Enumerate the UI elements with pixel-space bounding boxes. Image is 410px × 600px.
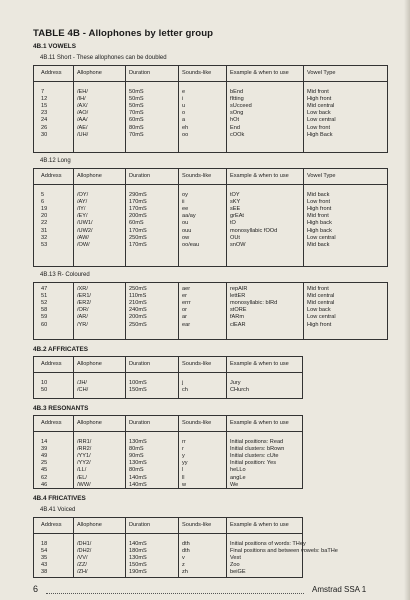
table-cell: 90mS [129, 453, 144, 460]
table-cell: yy [182, 460, 188, 467]
table-cell: Vest [230, 555, 241, 562]
table-cell: 54 [41, 548, 48, 555]
table-cell: ear [182, 321, 191, 328]
table-cell: High front [307, 96, 332, 103]
table-cell: 52 [41, 300, 48, 307]
table-cell: 23 [41, 110, 48, 117]
table-cell: beiGE [230, 569, 246, 576]
column-header: Address [41, 173, 62, 179]
column-header: Duration [129, 70, 151, 76]
header-divider [34, 372, 302, 373]
column-header: Address [41, 361, 62, 367]
table-cell: oy [182, 192, 188, 198]
column-header: Duration [129, 420, 151, 426]
section-affricates: 4B.2 AFFRICATES [33, 346, 89, 353]
table-cell: 140mS [129, 481, 147, 488]
table-cell: dth [182, 548, 190, 555]
table-cell: eh [182, 124, 189, 131]
column-header: Allophone [77, 420, 102, 426]
column-divider [125, 416, 126, 488]
section-resonants: 4B.3 RESONANTS [33, 405, 89, 412]
table-cell: 140mS [129, 474, 147, 481]
table-cell: 22 [41, 220, 48, 227]
table-cell: 38 [41, 569, 48, 576]
table-cell: 12 [41, 96, 48, 103]
table-cell: snOW [230, 241, 246, 248]
column-divider [226, 518, 227, 577]
table-cell: er [182, 293, 187, 300]
table-cell: High front [307, 321, 332, 328]
table-cell: y [182, 453, 185, 460]
table-cell: Mid central [307, 300, 335, 307]
table-cell: Jury [230, 380, 241, 386]
table-cell: Low front [307, 199, 331, 206]
table-cell: Mid back [307, 192, 330, 198]
column-header: Address [41, 70, 62, 76]
table-cell: /AW/ [77, 234, 89, 241]
page-number: 6 [33, 584, 39, 594]
table-cell: 58 [41, 307, 48, 314]
table-cell: 7 [41, 89, 45, 95]
table-cell: errr [182, 300, 191, 307]
table-cell: aer [182, 286, 191, 292]
table-cell: /EY/ [77, 213, 88, 220]
table-cell: /EL/ [77, 474, 87, 481]
footer-rule [46, 593, 304, 594]
table-cell: 19 [41, 206, 48, 213]
table-cell: tOY [230, 192, 240, 198]
table-cell: ii [182, 199, 185, 206]
table-cell: Initial positions: Read [230, 439, 284, 445]
table-r-coloured [33, 282, 388, 340]
section-fricatives: 4B.4 FRICATIVES [33, 495, 86, 502]
table-cell: /OR/ [77, 307, 89, 314]
column-divider [303, 283, 304, 339]
table-cell: ou [182, 220, 189, 227]
table-cell: 150mS [129, 562, 147, 569]
table-cell: /AX/ [77, 103, 88, 110]
column-divider [178, 357, 179, 398]
table-cell: Low central [307, 234, 336, 241]
table-cell: 130mS [129, 460, 147, 467]
table-cell: o [182, 110, 186, 117]
table-cell: 59 [41, 314, 48, 321]
section-vowels: 4B.1 VOWELS [33, 43, 76, 50]
column-header: Duration [129, 173, 151, 179]
table-cell: Mid front [307, 89, 329, 95]
column-divider [226, 416, 227, 488]
header-divider [34, 81, 387, 82]
column-header: Duration [129, 522, 151, 528]
footer-brand: Amstrad SSA 1 [312, 585, 367, 594]
column-header: Vowel Type [307, 70, 336, 76]
column-header: Example & when to use [230, 420, 289, 426]
table-voiced-fricatives [33, 517, 338, 578]
page-title: TABLE 4B - Allophones by letter group [33, 28, 214, 39]
table-cell: /UW2/ [77, 227, 93, 234]
table-resonants [33, 415, 303, 489]
table-cell: 170mS [129, 227, 147, 234]
table-cell: /XR/ [77, 286, 88, 292]
table-cell: High front [307, 206, 332, 213]
column-divider [125, 518, 126, 577]
table-cell: Low central [307, 117, 336, 124]
table-cell: 170mS [129, 206, 147, 213]
table-cell: 80mS [129, 446, 144, 453]
column-divider [178, 416, 179, 488]
table-cell: /ER2/ [77, 300, 91, 307]
subsection-r-coloured: 4B.13 R- Coloured [40, 272, 90, 278]
table-cell: sEE [230, 206, 241, 213]
column-header: Sounds-like [182, 522, 212, 528]
column-header: Address [41, 420, 62, 426]
column-header: Allophone [77, 522, 102, 528]
column-divider [73, 518, 74, 577]
column-header: Allophone [77, 70, 102, 76]
column-header: Sounds-like [182, 420, 212, 426]
table-cell: ow [182, 234, 190, 241]
table-cell: /AO/ [77, 110, 89, 117]
table-cell: ee [182, 206, 189, 213]
table-cell: 35 [41, 555, 48, 562]
table-cell: /IH/ [77, 96, 86, 103]
table-affricates [33, 356, 303, 399]
column-divider [73, 357, 74, 398]
table-cell: 49 [41, 453, 48, 460]
table-cell: 180mS [129, 548, 147, 555]
table-cell: 290mS [129, 192, 147, 198]
column-divider [226, 283, 227, 339]
column-header: Sounds-like [182, 173, 212, 179]
table-cell: 60 [41, 321, 48, 328]
table-cell: heLLo [230, 467, 246, 474]
table-cell: /AY/ [77, 199, 88, 206]
table-cell: lettER [230, 293, 246, 300]
table-cell: 60mS [129, 220, 144, 227]
table-cell: zh [182, 569, 188, 576]
table-cell: 53 [41, 241, 48, 248]
table-cell: l [182, 467, 184, 474]
column-header: Address [41, 522, 62, 528]
table-cell: 250mS [129, 234, 147, 241]
table-cell: /EH/ [77, 89, 88, 95]
table-cell: High back [307, 227, 332, 234]
table-cell: /RR1/ [77, 439, 92, 445]
table-cell: /RR2/ [77, 446, 92, 453]
table-cell: /ZZ/ [77, 562, 87, 569]
table-cell: sKY [230, 199, 241, 206]
column-header: Sounds-like [182, 361, 212, 367]
table-cell: 70mS [129, 110, 144, 117]
table-cell: 5 [41, 192, 45, 198]
table-cell: /LL/ [77, 467, 87, 474]
column-divider [226, 357, 227, 398]
table-cell: r [182, 446, 184, 453]
table-cell: /YR/ [77, 321, 88, 328]
subsection-short: 4B.11 Short - These allophones can be doubled [40, 55, 167, 61]
table-cell: 15 [41, 103, 48, 110]
table-cell: /OY/ [77, 192, 89, 198]
table-cell: /AE/ [77, 124, 88, 131]
table-cell: i [182, 96, 184, 103]
table-cell: 80mS [129, 467, 144, 474]
table-cell: 20 [41, 213, 48, 220]
column-header: Example & when to use [230, 70, 289, 76]
table-cell: Mid back [307, 241, 330, 248]
table-cell: /IY/ [77, 206, 86, 213]
table-cell: cOOk [230, 131, 245, 138]
column-divider [303, 66, 304, 152]
table-cell: /ZH/ [77, 569, 88, 576]
table-cell: Mid central [307, 293, 335, 300]
subsection-voiced: 4B.41 Voiced [40, 507, 76, 513]
table-cell: 100mS [129, 380, 147, 386]
table-cell: /WW/ [77, 481, 91, 488]
table-cell: ouu [182, 227, 192, 234]
table-cell: CHurch [230, 387, 249, 394]
table-cell: grEAt [230, 213, 244, 220]
column-divider [125, 357, 126, 398]
table-cell: angLe [230, 474, 246, 481]
table-cell: 50 [41, 387, 48, 394]
column-header: Example & when to use [230, 361, 289, 367]
table-cell: monosyllabic fOOd [230, 227, 278, 234]
table-cell: monosyllabic: bIRd [230, 300, 278, 307]
table-cell: z [182, 562, 185, 569]
table-cell: sUcceed [230, 103, 252, 110]
table-cell: Final positions and between vowels: baTHe [230, 548, 338, 555]
table-cell: 62 [41, 474, 48, 481]
table-cell: 250mS [129, 286, 147, 292]
table-cell: /DH2/ [77, 548, 92, 555]
table-cell: Low central [307, 314, 336, 321]
table-cell: Mid front [307, 213, 329, 220]
table-cell: /AA/ [77, 117, 88, 124]
table-cell: rr [182, 439, 186, 445]
column-divider [178, 283, 179, 339]
table-cell: fItting [230, 96, 244, 103]
table-cell: High Back [307, 131, 333, 138]
table-cell: 14 [41, 439, 48, 445]
table-cell: dth [182, 541, 190, 547]
table-cell: fARm [230, 314, 244, 321]
table-cell: 31 [41, 227, 48, 234]
column-divider [226, 66, 227, 152]
table-cell: 170mS [129, 241, 147, 248]
table-cell: Zoo [230, 562, 240, 569]
column-header: Vowel Type [307, 173, 336, 179]
table-cell: stORE [230, 307, 247, 314]
table-cell: 51 [41, 293, 48, 300]
table-cell: u [182, 103, 186, 110]
table-cell: w [182, 481, 187, 488]
table-cell: Mid central [307, 103, 335, 110]
table-cell: 30 [41, 131, 48, 138]
table-cell: 130mS [129, 555, 147, 562]
table-cell: /CH/ [77, 387, 89, 394]
table-cell: Initial position: Yes [230, 460, 277, 467]
table-cell: 46 [41, 481, 48, 488]
table-cell: e [182, 89, 186, 95]
column-header: Duration [129, 361, 151, 367]
table-cell: 25 [41, 460, 48, 467]
table-cell: Initial clusters: cUte [230, 453, 279, 460]
table-cell: /JH/ [77, 380, 87, 386]
table-cell: 24 [41, 117, 48, 124]
column-header: Allophone [77, 361, 102, 367]
table-cell: Mid front [307, 286, 329, 292]
table-cell: /OW/ [77, 241, 90, 248]
table-cell: or [182, 307, 187, 314]
table-cell: 200mS [129, 213, 147, 220]
table-cell: 140mS [129, 541, 147, 547]
column-divider [125, 283, 126, 339]
table-cell: /YY1/ [77, 453, 91, 460]
table-cell: tO [230, 220, 236, 227]
table-cell: /UH/ [77, 131, 89, 138]
table-cell: 45 [41, 467, 48, 474]
table-cell: 110mS [129, 293, 147, 300]
table-long-vowels [33, 168, 388, 267]
table-cell: 150mS [129, 387, 147, 394]
table-cell: aa/ay [182, 213, 196, 220]
table-cell: /ER1/ [77, 293, 91, 300]
table-cell: repAIR [230, 286, 248, 292]
table-cell: We [230, 481, 239, 488]
header-divider [34, 431, 302, 432]
table-cell: 50mS [129, 96, 144, 103]
table-cell: v [182, 555, 185, 562]
column-divider [73, 66, 74, 152]
table-cell: High back [307, 220, 332, 227]
table-cell: Low back [307, 110, 331, 117]
table-cell: 10 [41, 380, 48, 386]
header-divider [34, 184, 387, 185]
column-divider [73, 283, 74, 339]
table-cell: 18 [41, 541, 48, 547]
header-divider [34, 533, 302, 534]
page-edge-shadow [404, 0, 410, 600]
table-cell: a [182, 117, 186, 124]
table-cell: 210mS [129, 300, 147, 307]
table-cell: 190mS [129, 569, 147, 576]
column-header: Example & when to use [230, 173, 289, 179]
table-cell: Low back [307, 307, 331, 314]
table-short-vowels [33, 65, 388, 153]
table-cell: 39 [41, 446, 48, 453]
table-cell: bEnd [230, 89, 244, 95]
table-cell: 26 [41, 124, 48, 131]
column-header: Allophone [77, 173, 102, 179]
table-cell: Initial positions of words: THey [230, 541, 306, 547]
table-cell: ch [182, 387, 188, 394]
table-cell: 240mS [129, 307, 147, 314]
table-cell: clEAR [230, 321, 246, 328]
table-cell: ll [182, 474, 185, 481]
table-cell: 170mS [129, 199, 147, 206]
column-divider [125, 66, 126, 152]
table-cell: 80mS [129, 124, 144, 131]
table-cell: /YY2/ [77, 460, 91, 467]
table-cell: End [230, 124, 240, 131]
table-cell: 60mS [129, 117, 144, 124]
column-header: Sounds-like [182, 70, 212, 76]
table-cell: OUt [230, 234, 240, 241]
table-cell: Low front [307, 124, 331, 131]
table-cell: 50mS [129, 103, 144, 110]
table-cell: 43 [41, 562, 48, 569]
table-cell: oo/eau [182, 241, 200, 248]
table-cell: hOt [230, 117, 240, 124]
column-divider [178, 518, 179, 577]
table-cell: /UW1/ [77, 220, 93, 227]
table-cell: 32 [41, 234, 48, 241]
table-cell: /AR/ [77, 314, 88, 321]
table-cell: 50mS [129, 89, 144, 95]
table-cell: ar [182, 314, 187, 321]
table-cell: sOng [230, 110, 244, 117]
table-cell: /VV/ [77, 555, 88, 562]
column-header: Example & when to use [230, 522, 289, 528]
table-cell: 6 [41, 199, 45, 206]
table-cell: 250mS [129, 321, 147, 328]
subsection-long: 4B.12 Long [40, 158, 71, 164]
table-cell: j [182, 380, 184, 386]
table-cell: /DH1/ [77, 541, 92, 547]
table-cell: 70mS [129, 131, 144, 138]
table-cell: 47 [41, 286, 48, 292]
table-cell: 130mS [129, 439, 147, 445]
table-cell: 200mS [129, 314, 147, 321]
table-cell: Initial clusters: bRown [230, 446, 285, 453]
column-divider [178, 66, 179, 152]
table-cell: oo [182, 131, 189, 138]
column-divider [73, 416, 74, 488]
